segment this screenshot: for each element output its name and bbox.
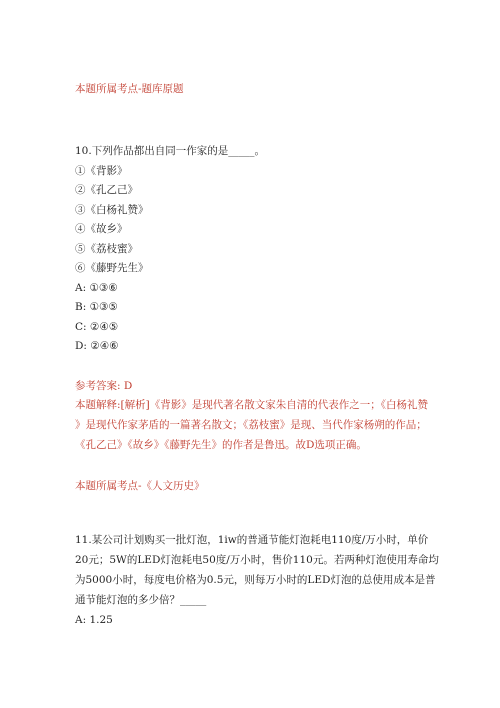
question-10-item-6: ⑥《藤野先生》 <box>75 262 149 274</box>
question-10-item-4: ④《故乡》 <box>75 223 128 235</box>
question-10-explanation-line-1: 本题解释:[解析]《背影》是现代著名散文家朱自清的代表作之一；《白杨礼赞 <box>75 399 428 411</box>
question-10-stem: 10.下列作品都出自同一作家的是_____。 <box>75 145 265 157</box>
question-10-item-3: ③《白杨礼赞》 <box>75 204 149 216</box>
question-11-stem-line-1: 11.某公司计划购买一批灯泡，1iw的普通节能灯泡耗电110度/万小时，单价 <box>75 534 429 546</box>
question-10-explanation-line-2: 》是现代作家茅盾的一篇著名散文；《荔枝蜜》是现、当代作家杨朔的作品； <box>75 419 427 431</box>
section-point-label: 本题所属考点-题库原题 <box>75 83 184 95</box>
question-10-item-1: ①《背影》 <box>75 165 128 177</box>
question-11-stem-line-3: 为5000小时，每度电价格为0.5元，则每万小时的LED灯泡的总使用成本是普 <box>75 574 436 586</box>
question-10-item-2: ②《孔乙己》 <box>75 184 138 196</box>
question-10-explanation-line-3: 《孔乙己》《故乡》《藤野先生》的作者是鲁迅。故D选项正确。 <box>75 439 367 451</box>
question-10-point-label: 本题所属考点-《人文历史》 <box>75 480 205 492</box>
question-11-stem-line-4: 通节能灯泡的多少倍？_____ <box>75 594 207 606</box>
question-10-item-5: ⑤《荔枝蜜》 <box>75 243 138 255</box>
question-10-option-c: C: ②④⑤ <box>75 321 119 333</box>
question-10-option-d: D: ②④⑥ <box>75 340 119 352</box>
question-11-option-a: A: 1.25 <box>75 614 113 626</box>
question-10-option-b: B: ①③⑤ <box>75 301 118 313</box>
question-10-answer: 参考答案: D <box>75 380 133 392</box>
question-10-option-a: A: ①③⑥ <box>75 282 118 294</box>
question-11-stem-line-2: 20元；5W的LED灯泡耗电50度/万小时，售价110元。若两种灯泡使用寿命均 <box>75 554 439 566</box>
